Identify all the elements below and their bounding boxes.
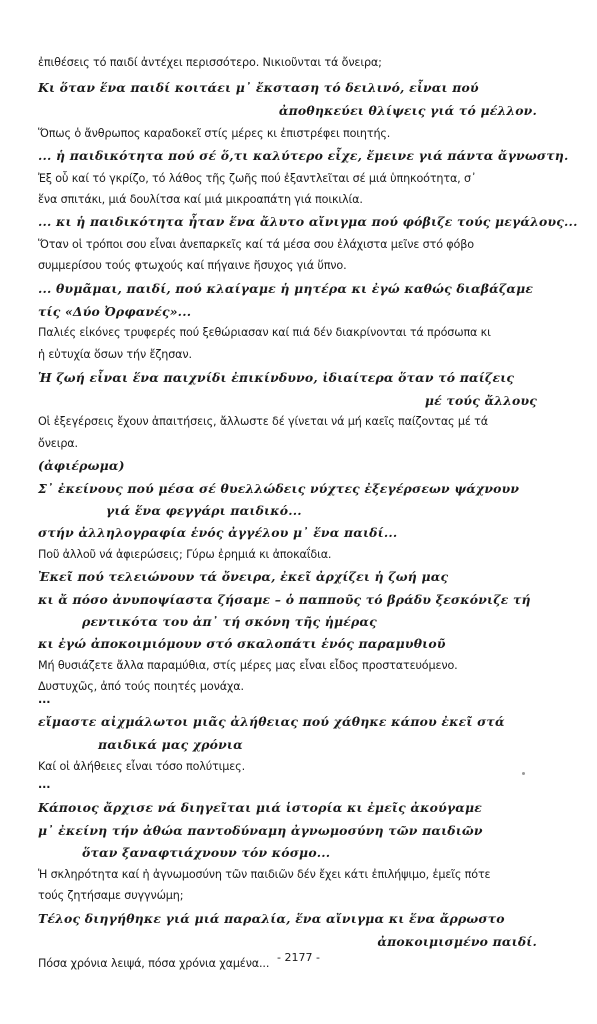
- prose-line: ἡ εὐτυχία ὅσων τήν ἔζησαν.: [38, 348, 192, 361]
- prose-line: Μή θυσιάζετε ἄλλα παραμύθια, στίς μέρες μας εἶναι εἶδος προστατευόμενο.: [38, 659, 458, 672]
- prose-line: Ὅπως ὁ ἄνθρωπος καραδοκεῖ στίς μέρες κι ἐπιστρέφει ποιητής.: [38, 127, 391, 140]
- verse-line: στήν ἀλληλογραφία ἑνός ἀγγέλου μ᾽ ἕνα παιδί...: [38, 525, 398, 540]
- verse-line: γιά ἕνα φεγγάρι παιδικό...: [106, 503, 302, 518]
- verse-line: ὅταν ξαναφτιάχνουν τόν κόσμο...: [82, 845, 331, 860]
- prose-line: Ποῦ ἀλλοῦ νά ἀφιερώσεις; Γύρω ἐρημιά κι ἀποκαΐδια.: [38, 548, 332, 561]
- verse-line: Σ᾽ ἐκείνους πού μέσα σέ θυελλώδεις νύχτες ἐξεγέρσεων ψάχνουν: [38, 481, 520, 496]
- page-number: - 2177 -: [277, 951, 320, 964]
- verse-line: Ἐκεῖ πού τελειώνουν τά ὄνειρα, ἐκεῖ ἀρχίζει ἡ ζωή μας: [38, 569, 449, 584]
- verse-line: Κι ὅταν ἕνα παιδί κοιτάει μ᾽ ἔκσταση τό δειλινό, εἶναι πού: [38, 80, 479, 95]
- paper-speck: [522, 772, 525, 775]
- prose-line: Ὅταν οἱ τρόποι σου εἶναι ἀνεπαρκεῖς καί τά μέσα σου ἐλάχιστα μεῖνε στό φόβο: [38, 238, 474, 251]
- prose-line: Καί οἱ ἀλήθειες εἶναι τόσο πολύτιμες.: [38, 760, 245, 773]
- verse-line: μ᾽ ἐκείνη τήν ἀθώα παντοδύναμη ἀγνωμοσύνη τῶν παιδιῶν: [38, 823, 483, 838]
- prose-line: ὄνειρα.: [38, 437, 78, 450]
- dedication-heading: (ἀφιέρωμα): [38, 458, 125, 473]
- verse-line: κι ἄ πόσο ἀνυποψίαστα ζήσαμε – ὁ παπποῦς τό βράδυ ξεσκόνιζε τή: [38, 592, 531, 607]
- verse-line: ρεντικότα του ἀπ᾽ τή σκόνη τῆς ἡμέρας: [82, 614, 377, 629]
- verse-line: κι ἐγώ ἀποκοιμιόμουν στό σκαλοπάτι ἑνός παραμυθιοῦ: [38, 636, 446, 651]
- ellipsis-separator: ...: [38, 693, 51, 706]
- verse-line: εἴμαστε αἰχμάλωτοι μιᾶς ἀλήθειας πού χάθηκε κάπου ἐκεῖ στά: [38, 714, 505, 729]
- closing-line: Πόσα χρόνια λειψά, πόσα χρόνια χαμένα...: [38, 957, 270, 970]
- verse-line: μέ τούς ἄλλους: [424, 393, 537, 408]
- verse-line: ἀποθηκεύει θλίψεις γιά τό μέλλον.: [278, 103, 537, 118]
- verse-line: Κάποιος ἄρχισε νά διηγεῖται μιά ἱστορία κι ἐμεῖς ἀκούγαμε: [38, 800, 482, 815]
- prose-line: ἕνα σπιτάκι, μιά δουλίτσα καί μιά μικροαπάτη γιά ποικιλία.: [38, 193, 363, 206]
- verse-line: Ἡ ζωή εἶναι ἕνα παιχνίδι ἐπικίνδυνο, ἰδιαίτερα ὅταν τό παίζεις: [38, 370, 515, 385]
- prose-line: ἐπιθέσεις τό παιδί ἀντέχει περισσότερο. Νικιοῦνται τά ὄνειρα;: [38, 56, 382, 69]
- prose-line: Δυστυχῶς, ἀπό τούς ποιητές μονάχα.: [38, 680, 244, 693]
- verse-line: ἀποκοιμισμένο παιδί.: [377, 934, 537, 949]
- verse-line: ... κι ἡ παιδικότητα ἦταν ἕνα ἄλυτο αἴνιγμα πού φόβιζε τούς μεγάλους...: [38, 214, 578, 229]
- prose-line: τούς ζητήσαμε συγγνώμη;: [38, 889, 184, 902]
- verse-line: ... ἡ παιδικότητα πού σέ ὅ,τι καλύτερο εἶχε, ἔμεινε γιά πάντα ἄγνωστη.: [38, 148, 569, 163]
- verse-line: τίς «Δύο Ὀρφανές»...: [38, 304, 192, 319]
- prose-line: συμμερίσου τούς φτωχούς καί πήγαινε ἥσυχος γιά ὕπνο.: [38, 259, 347, 272]
- prose-line: Ἡ σκληρότητα καί ἡ ἀγνωμοσύνη τῶν παιδιῶν δέν ἔχει κάτι ἐπιλήψιμο, ἐμεῖς πότε: [38, 868, 491, 881]
- verse-line: ... θυμᾶμαι, παιδί, πού κλαίγαμε ἡ μητέρα κι ἐγώ καθώς διαβάζαμε: [38, 281, 534, 296]
- prose-line: Ἐξ οὗ καί τό γκρίζο, τό λάθος τῆς ζωῆς πού ἐξαντλεῖται σέ μιά ὑπηκοότητα, σ᾽: [38, 172, 477, 185]
- verse-line: Τέλος διηγήθηκε γιά μιά παραλία, ἕνα αἴνιγμα κι ἕνα ἄρρωστο: [38, 911, 505, 926]
- ellipsis-separator: ...: [38, 778, 51, 791]
- prose-line: Οἱ ἐξεγέρσεις ἔχουν ἀπαιτήσεις, ἄλλωστε δέ γίνεται νά μή καεῖς παίζοντας μέ τά: [38, 415, 488, 428]
- prose-line: Παλιές εἰκόνες τρυφερές πού ξεθώριασαν καί πιά δέν διακρίνονται τά πρόσωπα κι: [38, 326, 491, 339]
- verse-line: παιδικά μας χρόνια: [98, 737, 243, 752]
